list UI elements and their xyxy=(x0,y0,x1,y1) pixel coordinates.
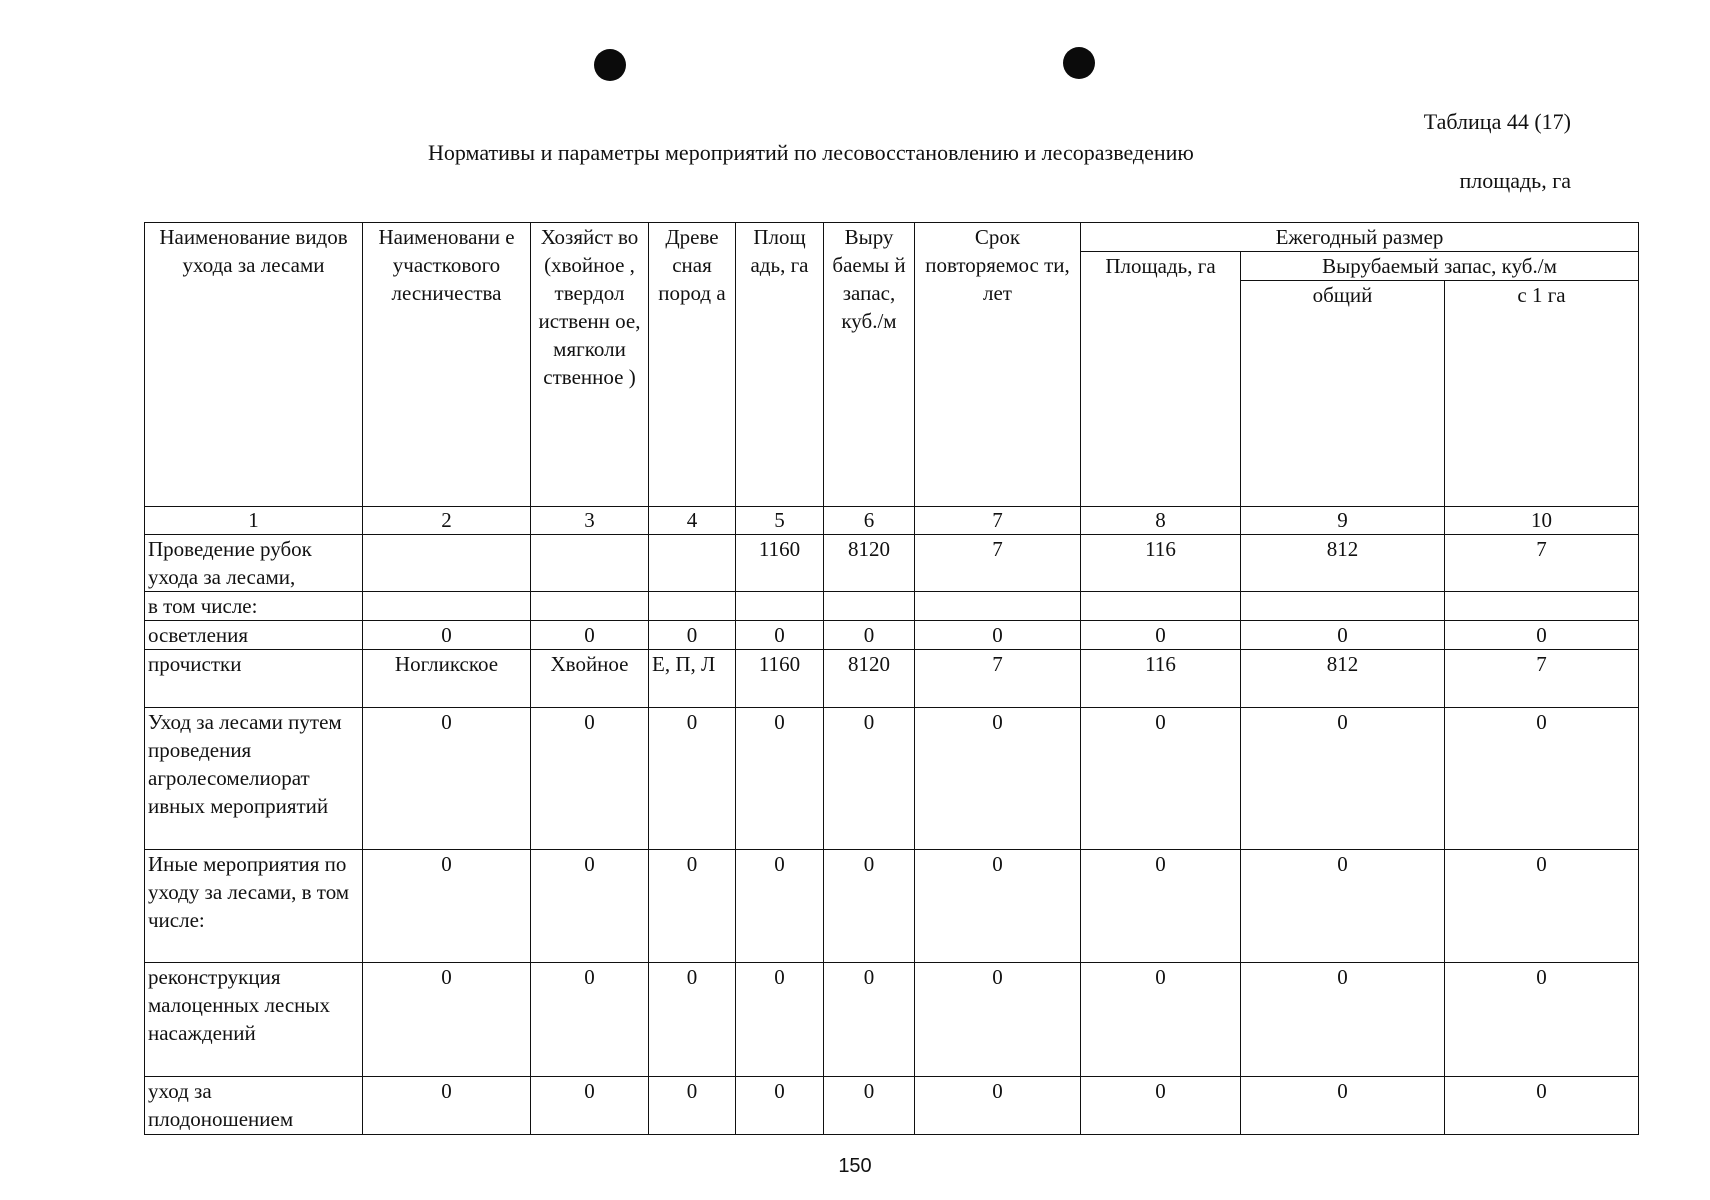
table-cell xyxy=(531,535,649,592)
table-cell: 0 xyxy=(531,850,649,963)
header-volume: Выру баемы й запас, куб./м xyxy=(824,223,915,507)
table-row xyxy=(145,708,1639,850)
header-area: Площ адь, га xyxy=(736,223,824,507)
header-species: Древе сная пород а xyxy=(649,223,736,507)
table-row xyxy=(145,650,1639,708)
header-forestry: Наименовани е участкового лесничества xyxy=(363,223,531,507)
table-cell: 0 xyxy=(915,621,1081,650)
table-cell: 0 xyxy=(363,708,531,850)
table-cell: 0 xyxy=(649,850,736,963)
table-cell: 7 xyxy=(915,535,1081,592)
table-cell: 0 xyxy=(915,850,1081,963)
table-cell: 0 xyxy=(363,850,531,963)
table-cell: 0 xyxy=(363,1077,531,1135)
unit-label: площадь, га xyxy=(1459,168,1571,193)
column-number: 5 xyxy=(736,507,824,535)
table-cell: 0 xyxy=(1081,963,1241,1077)
table-cell: 8120 xyxy=(824,650,915,708)
table-cell: 0 xyxy=(736,850,824,963)
table-cell: 0 xyxy=(915,708,1081,850)
table-cell: 0 xyxy=(1081,621,1241,650)
table-cell: 0 xyxy=(824,621,915,650)
table-cell: 0 xyxy=(824,1077,915,1135)
table-cell: 0 xyxy=(1445,850,1639,963)
row-name: уход за плодоношением xyxy=(145,1077,363,1135)
header-care-type: Наименование видов ухода за лесами xyxy=(145,223,363,507)
row-name: в том числе: xyxy=(145,592,363,621)
table-cell: 0 xyxy=(1081,708,1241,850)
table-cell: 0 xyxy=(649,708,736,850)
table-cell: 0 xyxy=(736,621,824,650)
table-cell: 0 xyxy=(1241,850,1445,963)
table-cell: 0 xyxy=(1445,1077,1639,1135)
table-cell: 0 xyxy=(531,621,649,650)
table-cell xyxy=(363,592,531,621)
column-number: 7 xyxy=(915,507,1081,535)
column-number: 10 xyxy=(1445,507,1639,535)
table-cell xyxy=(824,592,915,621)
table-cell xyxy=(649,592,736,621)
header-repeat-period: Срок повторяемос ти, лет xyxy=(915,223,1081,507)
header-annual-area: Площадь, га xyxy=(1081,252,1241,507)
table-cell: 7 xyxy=(1445,535,1639,592)
table-cell: 0 xyxy=(824,850,915,963)
table-cell: 0 xyxy=(1241,963,1445,1077)
punch-hole-left xyxy=(594,49,626,81)
table-row xyxy=(145,850,1639,963)
table-cell: 0 xyxy=(824,708,915,850)
table-cell: 0 xyxy=(649,963,736,1077)
column-number: 8 xyxy=(1081,507,1241,535)
table-cell: 0 xyxy=(915,963,1081,1077)
table-cell: 0 xyxy=(649,1077,736,1135)
table-cell xyxy=(1445,592,1639,621)
table-cell: 812 xyxy=(1241,535,1445,592)
table-cell: 116 xyxy=(1081,535,1241,592)
table-cell: Е, П, Л xyxy=(649,650,736,708)
table-cell: 0 xyxy=(824,963,915,1077)
table-cell: 1160 xyxy=(736,535,824,592)
page-number: 150 xyxy=(838,1155,872,1177)
table-row xyxy=(145,621,1639,650)
table-cell: 8120 xyxy=(824,535,915,592)
table-cell: 7 xyxy=(915,650,1081,708)
header-annual-volume: Вырубаемый запас, куб./м xyxy=(1241,252,1639,281)
table-cell: 0 xyxy=(736,963,824,1077)
table-cell: 0 xyxy=(1081,850,1241,963)
table-cell: 0 xyxy=(1241,621,1445,650)
table-cell xyxy=(363,535,531,592)
table-cell: Ногликское xyxy=(363,650,531,708)
table-cell xyxy=(649,535,736,592)
table-cell: 0 xyxy=(915,1077,1081,1135)
row-name: осветления xyxy=(145,621,363,650)
table-cell: 0 xyxy=(531,708,649,850)
table-cell xyxy=(531,592,649,621)
table-cell: 0 xyxy=(363,621,531,650)
column-number: 3 xyxy=(531,507,649,535)
column-number: 2 xyxy=(363,507,531,535)
table-cell: 0 xyxy=(1081,1077,1241,1135)
table-cell xyxy=(915,592,1081,621)
table-number: Таблица 44 (17) xyxy=(1423,109,1571,134)
row-name: Уход за лесами путем проведения агролесомелиорат ивных мероприятий xyxy=(145,708,363,850)
table-cell: 0 xyxy=(1445,708,1639,850)
row-name: прочистки xyxy=(145,650,363,708)
table-cell: 0 xyxy=(736,708,824,850)
column-number: 9 xyxy=(1241,507,1445,535)
table-cell: 0 xyxy=(531,1077,649,1135)
header-volume-total: общий xyxy=(1241,281,1445,507)
table-cell: Хвойное xyxy=(531,650,649,708)
column-number: 4 xyxy=(649,507,736,535)
header-annual-size: Ежегодный размер xyxy=(1081,223,1639,252)
table-cell: 0 xyxy=(531,963,649,1077)
norms-table xyxy=(144,222,1639,1135)
row-name: Иные мероприятия по уходу за лесами, в том числе: xyxy=(145,850,363,963)
table-row xyxy=(145,535,1639,592)
table-cell: 0 xyxy=(649,621,736,650)
table-row xyxy=(145,1077,1639,1135)
table-cell xyxy=(1241,592,1445,621)
table-cell: 0 xyxy=(1241,708,1445,850)
table-cell: 7 xyxy=(1445,650,1639,708)
table-title: Нормативы и параметры мероприятий по лесовосстановлению и лесоразведению xyxy=(428,140,1194,165)
table-cell xyxy=(1081,592,1241,621)
punch-hole-right xyxy=(1063,47,1095,79)
header-economy: Хозяйст во (хвойное , твердол иственн ое, мягколи ственное ) xyxy=(531,223,649,507)
table-cell: 0 xyxy=(1241,1077,1445,1135)
table-cell: 116 xyxy=(1081,650,1241,708)
table-cell: 0 xyxy=(736,1077,824,1135)
column-number: 1 xyxy=(145,507,363,535)
table-cell: 1160 xyxy=(736,650,824,708)
table-cell: 812 xyxy=(1241,650,1445,708)
table-cell: 0 xyxy=(363,963,531,1077)
table-row xyxy=(145,963,1639,1077)
row-name: Проведение рубок ухода за лесами, xyxy=(145,535,363,592)
table-cell: 0 xyxy=(1445,963,1639,1077)
table-cell xyxy=(736,592,824,621)
header-volume-per-ha: с 1 га xyxy=(1445,281,1639,507)
row-name: реконструкция малоценных лесных насаждений xyxy=(145,963,363,1077)
column-number: 6 xyxy=(824,507,915,535)
table-row xyxy=(145,592,1639,621)
column-number-row xyxy=(145,507,1639,535)
table-cell: 0 xyxy=(1445,621,1639,650)
